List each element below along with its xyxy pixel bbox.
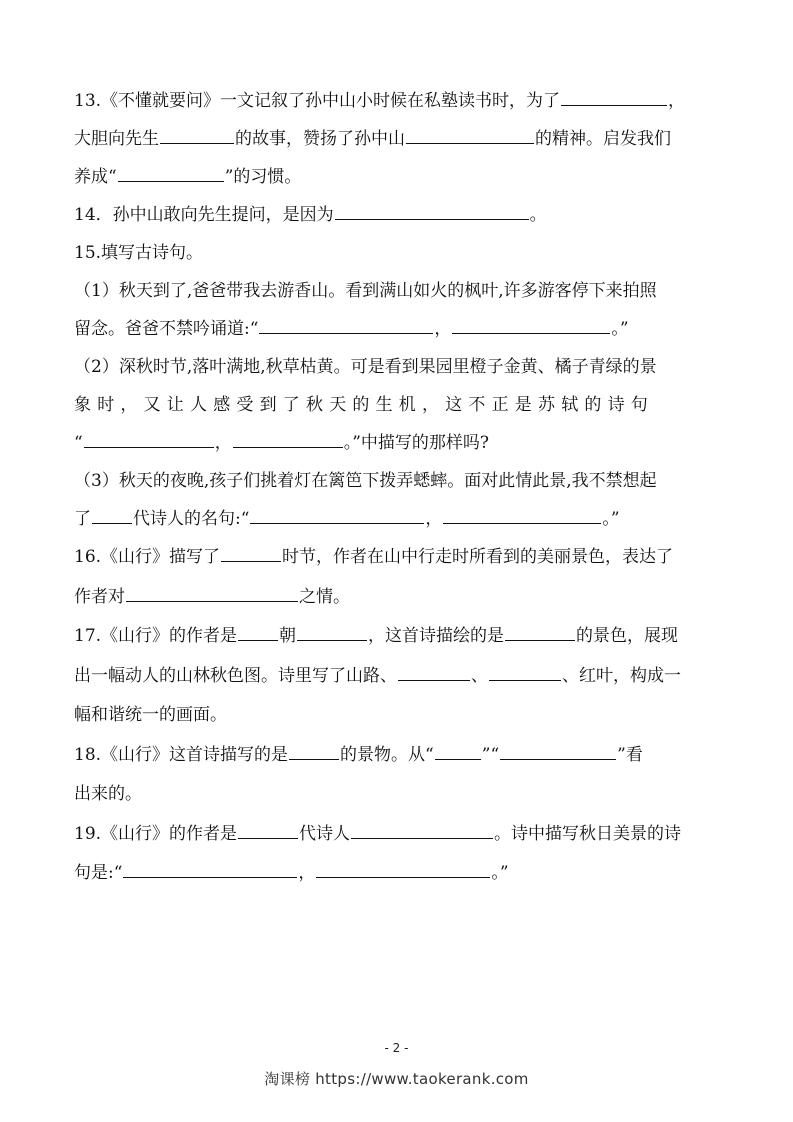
q14-blank[interactable] [335,202,529,220]
q16-text: 之情。 [299,586,350,607]
q18-line-1 [74,736,722,776]
q13-text: 的故事，赞扬了孙中山 [235,129,405,149]
q19-blank-4[interactable] [316,860,490,878]
q13-text: ， [668,91,686,111]
q15-text: ， [425,509,443,529]
q16-line-1 [74,538,722,578]
q13-blank-1[interactable] [561,88,667,106]
q15-p1-line-1 [74,272,722,310]
q18-blank-2[interactable] [435,742,481,760]
q14-line [74,196,722,234]
q13-line-3 [74,158,722,196]
q19-text: 。诗中描写秋日美景的诗 [494,823,682,844]
q17-line-2 [74,657,722,697]
q17-blank-5[interactable] [489,663,561,681]
q15-p2-blank-1[interactable] [84,430,214,448]
q16-line-2 [74,578,722,618]
q17-line-3 [74,696,722,736]
q17-text: 、红叶，构成一 [562,665,681,686]
q13-text: 的精神。启发我们 [535,129,671,149]
q19-text: 19.《山行》的作者是 [74,823,238,844]
q15-text: （3）秋天的夜晚,孩子们挑着灯在篱笆下拨弄蟋蟀。面对此情此景,我不禁想起 [74,471,657,491]
q15-text: 象时，又让人感受到了秋天的生机，这不正是苏轼的诗句 [74,395,654,415]
q19-blank-3[interactable] [123,860,297,878]
q15-p3-line-2 [74,500,722,538]
q15-text: （1）秋天到了,爸爸带我去游香山。看到满山如火的枫叶,许多游客停下来拍照 [74,281,657,301]
q15-p1-blank-1[interactable] [259,316,433,334]
q17-blank-2[interactable] [297,623,367,641]
q15-text: “ [74,433,83,453]
q13-text: 大胆向先生 [74,129,159,149]
q17-text: 17.《山行》的作者是 [74,626,238,646]
q15-p2-line-3 [74,424,722,462]
q19-text: 。” [491,863,509,883]
q18-text: 18.《山行》这首诗描写的是 [74,744,289,765]
q15-p1-line-2 [74,310,722,348]
q19-blank-2[interactable] [351,821,493,839]
q18-text: ”看 [617,744,643,765]
q18-line-2 [74,775,722,815]
q15-title-text: 15.填写古诗句。 [74,243,204,263]
q15-p1-blank-2[interactable] [452,316,610,334]
q15-p2-blank-2[interactable] [233,430,343,448]
q13-blank-4[interactable] [118,164,224,182]
q17-text: 的景色，展现 [576,626,679,646]
q15-text: （2）深秋时节,落叶满地,秋草枯黄。可是看到果园里橙子金黄、橘子青绿的景 [74,357,657,377]
q19-line-1 [74,815,722,855]
page-number: - 2 - [384,1041,409,1055]
q17-text: 、 [471,665,488,686]
q15-text: 代诗人的名句:“ [133,509,250,529]
q19-blank-1[interactable] [238,821,298,839]
q15-text: 了 [74,509,91,529]
q15-p2-line-1 [74,348,722,386]
worksheet [74,82,722,894]
q15-text: ， [214,433,232,453]
q19-text: ， [298,863,316,883]
q17-text: ，这首诗描绘的是 [368,626,505,646]
q17-blank-3[interactable] [505,623,575,641]
q17-text: 朝 [279,626,297,646]
q16-text: 时节，作者在山中行走时所看到的美丽景色，表达了 [282,547,674,567]
q13-text: 13.《不懂就要问》一文记叙了孙中山小时候在私塾读书时，为了 [74,91,561,111]
q18-blank-1[interactable] [289,742,339,760]
q19-line-2 [74,854,722,894]
q15-text: 留念。爸爸不禁吟诵道:“ [74,319,259,339]
q15-text: 。”中描写的那样吗? [343,433,490,453]
q14-text: 14．孙中山敢向先生提问，是因为 [74,205,334,225]
q17-blank-4[interactable] [398,663,470,681]
q15-title [74,234,722,272]
q15-text: ， [434,319,452,339]
q16-text: 16.《山行》描写了 [74,547,221,567]
q18-text: ”“ [481,744,500,765]
q16-blank-2[interactable] [126,584,298,602]
q13-text: 养成“ [74,167,117,187]
q16-blank-1[interactable] [221,544,281,562]
q13-blank-2[interactable] [160,126,234,144]
q19-text: 代诗人 [299,823,351,844]
q13-line-2 [74,120,722,158]
q15-p3-blank-2[interactable] [250,506,424,524]
q13-text: ”的习惯。 [224,167,302,187]
q15-text: 。” [602,509,620,529]
q15-p3-blank-3[interactable] [443,506,601,524]
q15-p3-line-1 [74,462,722,500]
q16-text: 作者对 [74,586,125,607]
q18-text: 出来的。 [74,784,142,804]
q13-line-1 [74,82,722,120]
q18-text: 的景物。从“ [340,744,434,765]
q15-p2-line-2 [74,386,722,424]
footer-watermark: 淘课榜 https://www.taokerank.com [264,1070,529,1088]
q17-line-1 [74,617,722,657]
q13-blank-3[interactable] [406,126,534,144]
q15-p3-blank-1[interactable] [92,506,132,524]
q18-blank-3[interactable] [500,742,616,760]
q17-text: 幅和谐统一的画面。 [74,705,227,725]
q17-text: 出一幅动人的山林秋色图。诗里写了山路、 [74,665,397,686]
q14-text: 。 [529,205,547,225]
q15-text: 。” [611,319,629,339]
q19-text: 句是:“ [74,863,123,883]
q17-blank-1[interactable] [238,623,278,641]
